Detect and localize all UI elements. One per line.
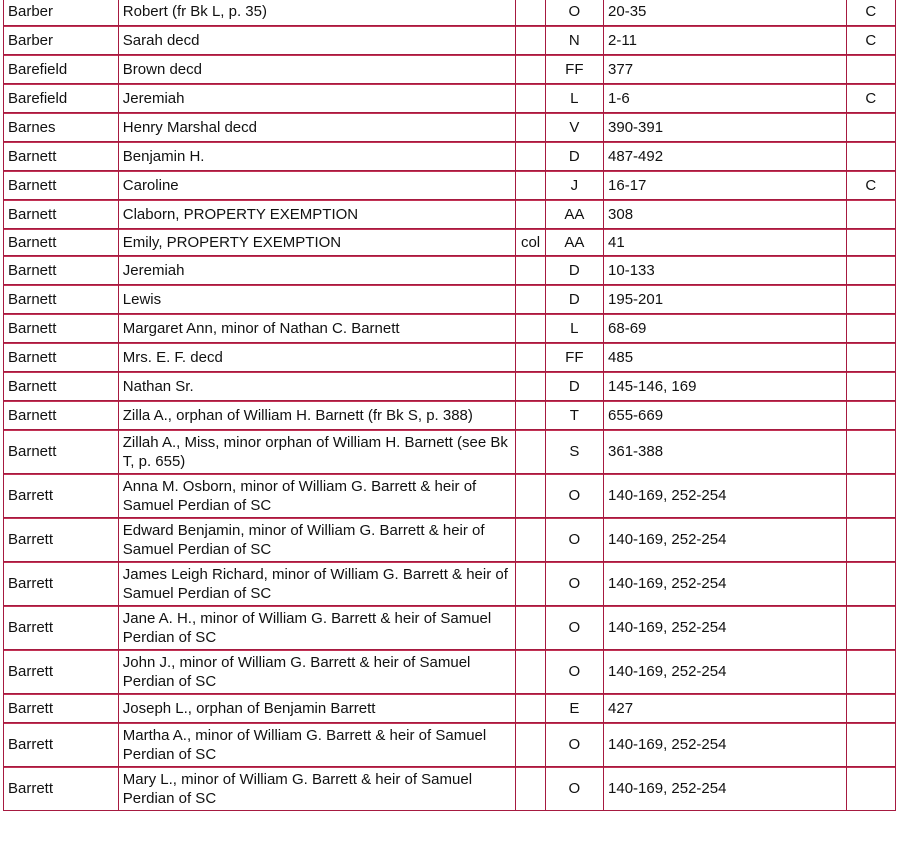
pages-cell: 377 <box>604 55 847 84</box>
flag-cell <box>847 650 896 694</box>
book-cell: E <box>546 694 604 723</box>
pages-cell: 140-169, 252-254 <box>604 723 847 767</box>
flag-cell <box>847 474 896 518</box>
surname-cell: Barnett <box>3 372 119 401</box>
note-cell <box>516 256 545 285</box>
surname-cell: Barefield <box>3 84 119 113</box>
surname-cell: Barrett <box>3 767 119 811</box>
surname-cell: Barber <box>3 0 119 26</box>
table-row <box>3 562 896 606</box>
pages-cell: 140-169, 252-254 <box>604 474 847 518</box>
flag-cell <box>847 372 896 401</box>
book-cell: O <box>546 723 604 767</box>
surname-cell: Barrett <box>3 694 119 723</box>
flag-cell <box>847 401 896 430</box>
given-name-cell: Martha A., minor of William G. Barrett & heir of Samuel Perdian of SC <box>119 723 517 767</box>
given-name-cell: Emily, PROPERTY EXEMPTION <box>119 229 517 256</box>
surname-cell: Barrett <box>3 474 119 518</box>
given-name-cell: Caroline <box>119 171 517 200</box>
records-body <box>3 0 896 811</box>
records-table <box>3 0 896 811</box>
book-cell: O <box>546 562 604 606</box>
flag-cell <box>847 285 896 314</box>
pages-cell: 41 <box>604 229 847 256</box>
surname-cell: Barnes <box>3 113 119 142</box>
book-cell: D <box>546 142 604 171</box>
note-cell <box>516 285 545 314</box>
book-cell: AA <box>546 200 604 229</box>
flag-cell <box>847 562 896 606</box>
table-row <box>3 372 896 401</box>
given-name-cell: Joseph L., orphan of Benjamin Barrett <box>119 694 517 723</box>
flag-cell <box>847 767 896 811</box>
book-cell: S <box>546 430 604 474</box>
flag-cell <box>847 142 896 171</box>
flag-cell <box>847 430 896 474</box>
note-cell <box>516 723 545 767</box>
surname-cell: Barnett <box>3 256 119 285</box>
pages-cell: 2-11 <box>604 26 847 55</box>
table-row <box>3 314 896 343</box>
table-row <box>3 518 896 562</box>
surname-cell: Barnett <box>3 142 119 171</box>
surname-cell: Barrett <box>3 606 119 650</box>
flag-cell: C <box>847 26 896 55</box>
pages-cell: 140-169, 252-254 <box>604 767 847 811</box>
note-cell <box>516 55 545 84</box>
table-row <box>3 767 896 811</box>
note-cell <box>516 343 545 372</box>
table-row <box>3 256 896 285</box>
flag-cell <box>847 200 896 229</box>
pages-cell: 487-492 <box>604 142 847 171</box>
pages-cell: 140-169, 252-254 <box>604 562 847 606</box>
pages-cell: 10-133 <box>604 256 847 285</box>
pages-cell: 16-17 <box>604 171 847 200</box>
pages-cell: 140-169, 252-254 <box>604 650 847 694</box>
given-name-cell: Sarah decd <box>119 26 517 55</box>
book-cell: O <box>546 650 604 694</box>
flag-cell <box>847 314 896 343</box>
table-row <box>3 26 896 55</box>
flag-cell <box>847 606 896 650</box>
given-name-cell: Benjamin H. <box>119 142 517 171</box>
given-name-cell: Zillah A., Miss, minor orphan of William H. Barnett (see Bk T, p. 655) <box>119 430 517 474</box>
note-cell <box>516 113 545 142</box>
flag-cell <box>847 518 896 562</box>
pages-cell: 361-388 <box>604 430 847 474</box>
flag-cell: C <box>847 171 896 200</box>
book-cell: O <box>546 518 604 562</box>
book-cell: D <box>546 372 604 401</box>
note-cell <box>516 314 545 343</box>
book-cell: L <box>546 84 604 113</box>
flag-cell: C <box>847 84 896 113</box>
given-name-cell: Anna M. Osborn, minor of William G. Barrett & heir of Samuel Perdian of SC <box>119 474 517 518</box>
flag-cell <box>847 113 896 142</box>
given-name-cell: Zilla A., orphan of William H. Barnett (fr Bk S, p. 388) <box>119 401 517 430</box>
flag-cell <box>847 723 896 767</box>
table-row <box>3 142 896 171</box>
surname-cell: Barrett <box>3 518 119 562</box>
given-name-cell: Edward Benjamin, minor of William G. Barrett & heir of Samuel Perdian of SC <box>119 518 517 562</box>
pages-cell: 655-669 <box>604 401 847 430</box>
surname-cell: Barber <box>3 26 119 55</box>
given-name-cell: Margaret Ann, minor of Nathan C. Barnett <box>119 314 517 343</box>
book-cell: D <box>546 285 604 314</box>
note-cell <box>516 474 545 518</box>
book-cell: AA <box>546 229 604 256</box>
book-cell: V <box>546 113 604 142</box>
book-cell: O <box>546 606 604 650</box>
table-row <box>3 430 896 474</box>
flag-cell <box>847 55 896 84</box>
table-row <box>3 171 896 200</box>
given-name-cell: Lewis <box>119 285 517 314</box>
note-cell <box>516 171 545 200</box>
surname-cell: Barnett <box>3 401 119 430</box>
pages-cell: 68-69 <box>604 314 847 343</box>
flag-cell <box>847 229 896 256</box>
given-name-cell: Jeremiah <box>119 256 517 285</box>
book-cell: O <box>546 0 604 26</box>
table-row <box>3 474 896 518</box>
table-row <box>3 401 896 430</box>
note-cell <box>516 430 545 474</box>
table-row <box>3 84 896 113</box>
given-name-cell: Jane A. H., minor of William G. Barrett & heir of Samuel Perdian of SC <box>119 606 517 650</box>
note-cell <box>516 767 545 811</box>
table-row <box>3 0 896 26</box>
note-cell <box>516 606 545 650</box>
surname-cell: Barnett <box>3 343 119 372</box>
pages-cell: 140-169, 252-254 <box>604 518 847 562</box>
table-row <box>3 694 896 723</box>
note-cell <box>516 200 545 229</box>
flag-cell: C <box>847 0 896 26</box>
table-row <box>3 343 896 372</box>
note-cell <box>516 401 545 430</box>
pages-cell: 427 <box>604 694 847 723</box>
book-cell: T <box>546 401 604 430</box>
note-cell <box>516 562 545 606</box>
given-name-cell: Mrs. E. F. decd <box>119 343 517 372</box>
book-cell: FF <box>546 343 604 372</box>
table-row <box>3 285 896 314</box>
book-cell: J <box>546 171 604 200</box>
note-cell <box>516 518 545 562</box>
table-row <box>3 650 896 694</box>
given-name-cell: Henry Marshal decd <box>119 113 517 142</box>
given-name-cell: Nathan Sr. <box>119 372 517 401</box>
note-cell <box>516 650 545 694</box>
table-row <box>3 200 896 229</box>
surname-cell: Barrett <box>3 562 119 606</box>
given-name-cell: Robert (fr Bk L, p. 35) <box>119 0 517 26</box>
note-cell <box>516 0 545 26</box>
surname-cell: Barnett <box>3 200 119 229</box>
flag-cell <box>847 256 896 285</box>
pages-cell: 485 <box>604 343 847 372</box>
note-cell <box>516 26 545 55</box>
surname-cell: Barefield <box>3 55 119 84</box>
book-cell: D <box>546 256 604 285</box>
pages-cell: 140-169, 252-254 <box>604 606 847 650</box>
surname-cell: Barnett <box>3 229 119 256</box>
surname-cell: Barrett <box>3 723 119 767</box>
book-cell: FF <box>546 55 604 84</box>
given-name-cell: James Leigh Richard, minor of William G. Barrett & heir of Samuel Perdian of SC <box>119 562 517 606</box>
pages-cell: 390-391 <box>604 113 847 142</box>
note-cell <box>516 84 545 113</box>
book-cell: O <box>546 767 604 811</box>
flag-cell <box>847 694 896 723</box>
table-row <box>3 723 896 767</box>
given-name-cell: Jeremiah <box>119 84 517 113</box>
book-cell: N <box>546 26 604 55</box>
note-cell <box>516 372 545 401</box>
table-row <box>3 229 896 256</box>
given-name-cell: Mary L., minor of William G. Barrett & heir of Samuel Perdian of SC <box>119 767 517 811</box>
surname-cell: Barnett <box>3 171 119 200</box>
given-name-cell: Claborn, PROPERTY EXEMPTION <box>119 200 517 229</box>
given-name-cell: Brown decd <box>119 55 517 84</box>
pages-cell: 20-35 <box>604 0 847 26</box>
given-name-cell: John J., minor of William G. Barrett & heir of Samuel Perdian of SC <box>119 650 517 694</box>
surname-cell: Barnett <box>3 314 119 343</box>
surname-cell: Barnett <box>3 285 119 314</box>
surname-cell: Barnett <box>3 430 119 474</box>
pages-cell: 145-146, 169 <box>604 372 847 401</box>
book-cell: L <box>546 314 604 343</box>
pages-cell: 308 <box>604 200 847 229</box>
book-cell: O <box>546 474 604 518</box>
note-cell <box>516 694 545 723</box>
pages-cell: 195-201 <box>604 285 847 314</box>
table-row <box>3 113 896 142</box>
surname-cell: Barrett <box>3 650 119 694</box>
table-row <box>3 606 896 650</box>
note-cell <box>516 142 545 171</box>
pages-cell: 1-6 <box>604 84 847 113</box>
table-row <box>3 55 896 84</box>
note-cell: col <box>516 229 545 256</box>
flag-cell <box>847 343 896 372</box>
